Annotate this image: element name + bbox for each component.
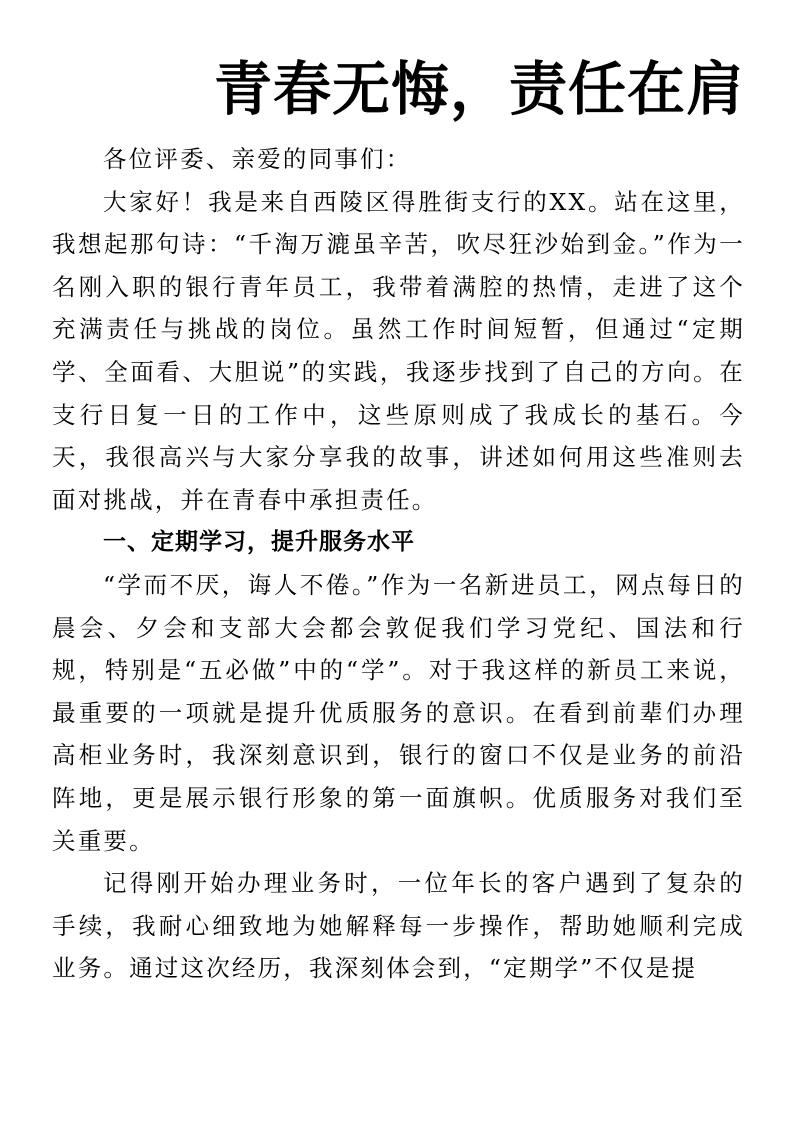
section-paragraph: 记得刚开始办理业务时，一位年长的客户遇到了复杂的手续，我耐心细致地为她解释每一步操作，帮助她顺利完成业务。通过这次经历，我深刻体会到，“定期学”不仅是提	[52, 869, 745, 983]
intro-paragraph: 大家好！我是来自西陵区得胜街支行的XX。站在这里，我想起那句诗：“千淘万漉虽辛苦，吹尽狂沙始到金。”作为一名刚入职的银行青年员工，我带着满腔的热情，走进了这个充满责任与挑战的岗位。虽然工作时间短暂，但通过“定期学、全面看、大胆说”的实践，我逐步找到了自己的方向。在支行日复一日的工作中，这些原则成了我成长的基石。今天，我很高兴与大家分享我的故事，讲述如何用这些准则去面对挑战，并在青春中承担责任。	[52, 187, 745, 514]
section-paragraph: “学而不厌，诲人不倦。”作为一名新进员工，网点每日的晨会、夕会和支部大会都会敦促我们学习党纪、国法和行规，特别是“五必做”中的“学”。对于我这样的新员工来说，最重要的一项就是提升优质服务的意识。在看到前辈们办理高柜业务时，我深刻意识到，银行的窗口不仅是业务的前沿阵地，更是展示银行形象的第一面旗帜。优质服务对我们至关重要。	[52, 570, 745, 855]
section-heading: 一、定期学习，提升服务水平	[103, 529, 415, 556]
document-title: 青春无悔，责任在肩	[213, 55, 745, 123]
document-body	[52, 138, 745, 990]
salutation: 各位评委、亲爱的同事们：	[103, 145, 412, 173]
